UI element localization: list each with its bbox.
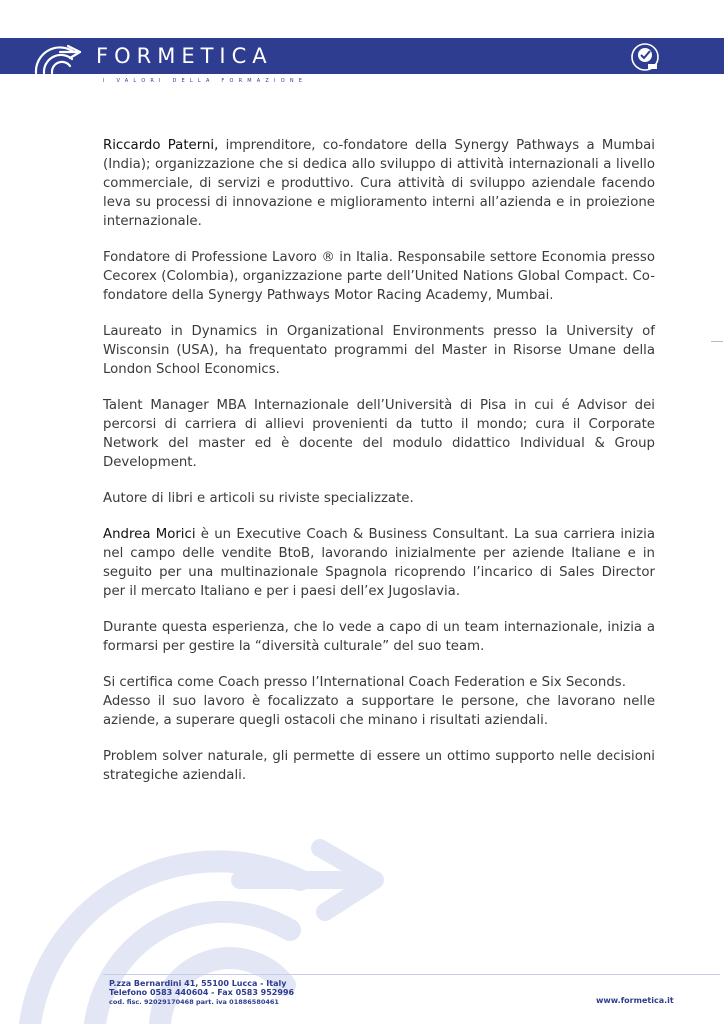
document-body xyxy=(103,136,655,802)
paragraph-riccardo-paterni xyxy=(103,136,655,231)
paragraph-text: è un Executive Coach & Business Consultant. La sua carriera inizia nel campo delle vendite BtoB, lavorando inizialmente per aziende Italiane e in seguito per una multinazionale Spagnola ricoprendo l’incarico di Sales Director per il mercato Italiano e per i paesi dell’ex Jugoslavia. xyxy=(103,527,655,599)
paragraph-line: Adesso il suo lavoro è focalizzato a supportare le persone, che lavorano nelle aziende, a superare quegli ostacoli che minano i risultati aziendali. xyxy=(103,694,655,728)
paragraph-education: Laureato in Dynamics in Organizational Environments presso la University of Wisconsin (USA), ha frequentato programmi del Master in Risorse Umane della London School Economics. xyxy=(103,324,655,377)
paragraph-talent-manager: Talent Manager MBA Internazionale dell’Università di Pisa in cui é Advisor dei percorsi di carriera di allievi provenienti da tutto il mondo; cura il Corporate Network del master ed è docente del modulo didattico Individual & Group Development. xyxy=(103,398,655,470)
paragraph-line: Si certifica come Coach presso l’International Coach Federation e Six Seconds. xyxy=(103,675,626,690)
brand-name: FORMETICA xyxy=(96,44,273,68)
paragraph-andrea-morici xyxy=(103,525,655,601)
margin-tick-mark xyxy=(711,341,723,342)
paragraph-text: imprenditore, co-fondatore della Synergy Pathways a Mumbai (India); organizzazione che si dedica allo sviluppo di attività internazionali a livello commerciale, di servizi e produttivo. Cura attività di sviluppo aziendale facendo leva su processi di innovazione e miglioramento interni all’azienda e in proiezione internazionale. xyxy=(103,138,655,229)
footer-divider xyxy=(103,974,720,975)
footer-tax-codes: cod. fisc. 92029170468 part. iva 01886580461 xyxy=(109,998,279,1006)
paragraph-coach-certification xyxy=(103,673,655,730)
sgs-certification-badge-icon xyxy=(630,42,660,72)
paragraph-author: Autore di libri e articoli su riviste specializzate. xyxy=(103,491,414,506)
website-link[interactable]: www.formetica.it xyxy=(596,996,674,1005)
footer-address: P.zza Bernardini 41, 55100 Lucca - Italy xyxy=(109,979,287,988)
arrow-arcs-logo-icon xyxy=(30,40,90,74)
paragraph-problem-solver: Problem solver naturale, gli permette di essere un ottimo supporto nelle decisioni strategiche aziendali. xyxy=(103,749,655,783)
footer-phone: Telefono 0583 440604 - Fax 0583 952996 xyxy=(109,988,295,997)
person-name: Riccardo Paterni, xyxy=(103,138,219,153)
tagline: I VALORI DELLA FORMAZIONE xyxy=(103,78,308,84)
paragraph-international-team: Durante questa esperienza, che lo vede a capo di un team internazionale, inizia a formarsi per gestire la “diversità culturale” del suo team. xyxy=(103,620,655,654)
person-name: Andrea Morici xyxy=(103,527,196,542)
paragraph-professione-lavoro: Fondatore di Professione Lavoro ® in Italia. Responsabile settore Economia presso Cecorex (Colombia), organizzazione parte dell’United Nations Global Compact. Co-fondatore della Synergy Pathways Motor Racing Academy, Mumbai. xyxy=(103,250,655,303)
